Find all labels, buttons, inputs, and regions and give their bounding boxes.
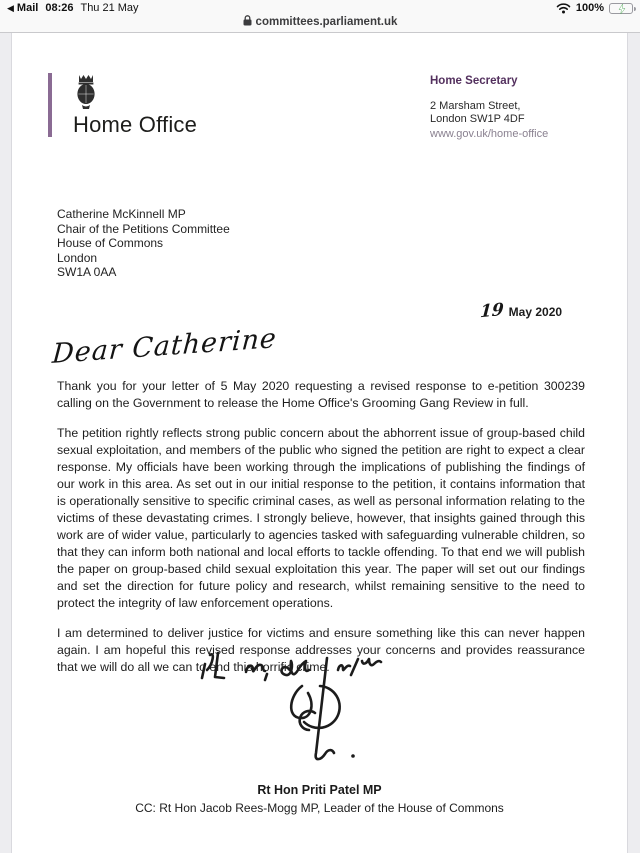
page-gutter-right <box>627 33 640 853</box>
status-bar <box>0 2 640 16</box>
back-chevron-icon: ◀ <box>7 3 14 13</box>
recipient-line: House of Commons <box>57 236 164 250</box>
page-gutter-left <box>0 33 12 853</box>
sender-block <box>430 75 548 141</box>
browser-chrome <box>0 0 640 33</box>
signer-name: Rt Hon Priti Patel MP <box>257 783 382 797</box>
back-to-app-button[interactable] <box>7 2 38 14</box>
wifi-icon <box>556 2 571 14</box>
recipient-line: SW1A 0AA <box>57 265 117 279</box>
sender-address-line1: 2 Marsham Street, <box>430 100 521 112</box>
recipient-line: Catherine McKinnell MP <box>57 207 186 221</box>
status-time: 08:26 <box>45 2 74 14</box>
paragraph: Thank you for your letter of 5 May 2020 requesting a revised response to e-petition 300239 calling on the Government to release the Home Office's Grooming Gang Review in full. <box>57 379 585 410</box>
org-name: Home Office <box>73 112 198 137</box>
paragraph: The petition rightly reflects strong public concern about the abhorrent issue of group-based child sexual exploitation, and members of the public who signed the petition are right to expect a clear response. My officials have been working through the implications of publishing the findings of our work in this area. As set out in our initial response to the petition, it contains information that is operationally sensitive to specific criminal cases, as well as personal information relating to the victims of these devastating crimes. I strongly believe, however, that insights gained through this work are of wider value, particularly to agencies tasked with safeguarding vulnerable children, so that they can inform both national and local efforts to tackle offending. To that end we will publish the paper on group-based child sexual exploitation this year. The paper will set out our findings and set the direction for future policy and research, whilst remaining sensitive to the need to protect the integrity of law enforcement operations. <box>57 426 585 610</box>
url-text: committees.parliament.uk <box>255 16 398 28</box>
recipient-line: Chair of the Petitions Committee <box>57 221 230 236</box>
handwritten-salutation: Dear Catherine <box>51 323 278 370</box>
battery-icon <box>609 3 633 14</box>
letter-document <box>12 33 627 853</box>
printed-date: May 2020 <box>508 305 563 319</box>
cc-line: CC: Rt Hon Jacob Rees-Mogg MP, Leader of the House of Commons <box>135 801 504 815</box>
logo-purple-bar <box>48 73 52 137</box>
handwritten-day: 19 <box>479 299 505 323</box>
status-date: Thu 21 May <box>80 2 139 14</box>
back-app-label: Mail <box>16 2 39 14</box>
sender-address-line2: London SW1P 4DF <box>430 113 525 125</box>
recipient-block <box>57 207 230 280</box>
recipient-line: London <box>57 250 98 265</box>
letter-body <box>57 378 585 676</box>
paragraph: I am determined to deliver justice for victims and ensure something like this can never happen again. I am hopeful this revised response addresses your concerns and provides reassurance that we will do all we can to end this horrific crime. <box>57 626 585 674</box>
address-bar[interactable] <box>0 15 640 28</box>
signature-scribble <box>190 648 450 778</box>
lock-icon <box>243 15 252 26</box>
sender-title: Home Secretary <box>430 75 518 87</box>
letter-date <box>480 301 562 321</box>
charging-bolt-icon <box>618 4 626 14</box>
sender-website: www.gov.uk/home-office <box>430 128 549 140</box>
royal-crest-icon <box>74 73 98 111</box>
battery-percent: 100% <box>575 2 604 14</box>
